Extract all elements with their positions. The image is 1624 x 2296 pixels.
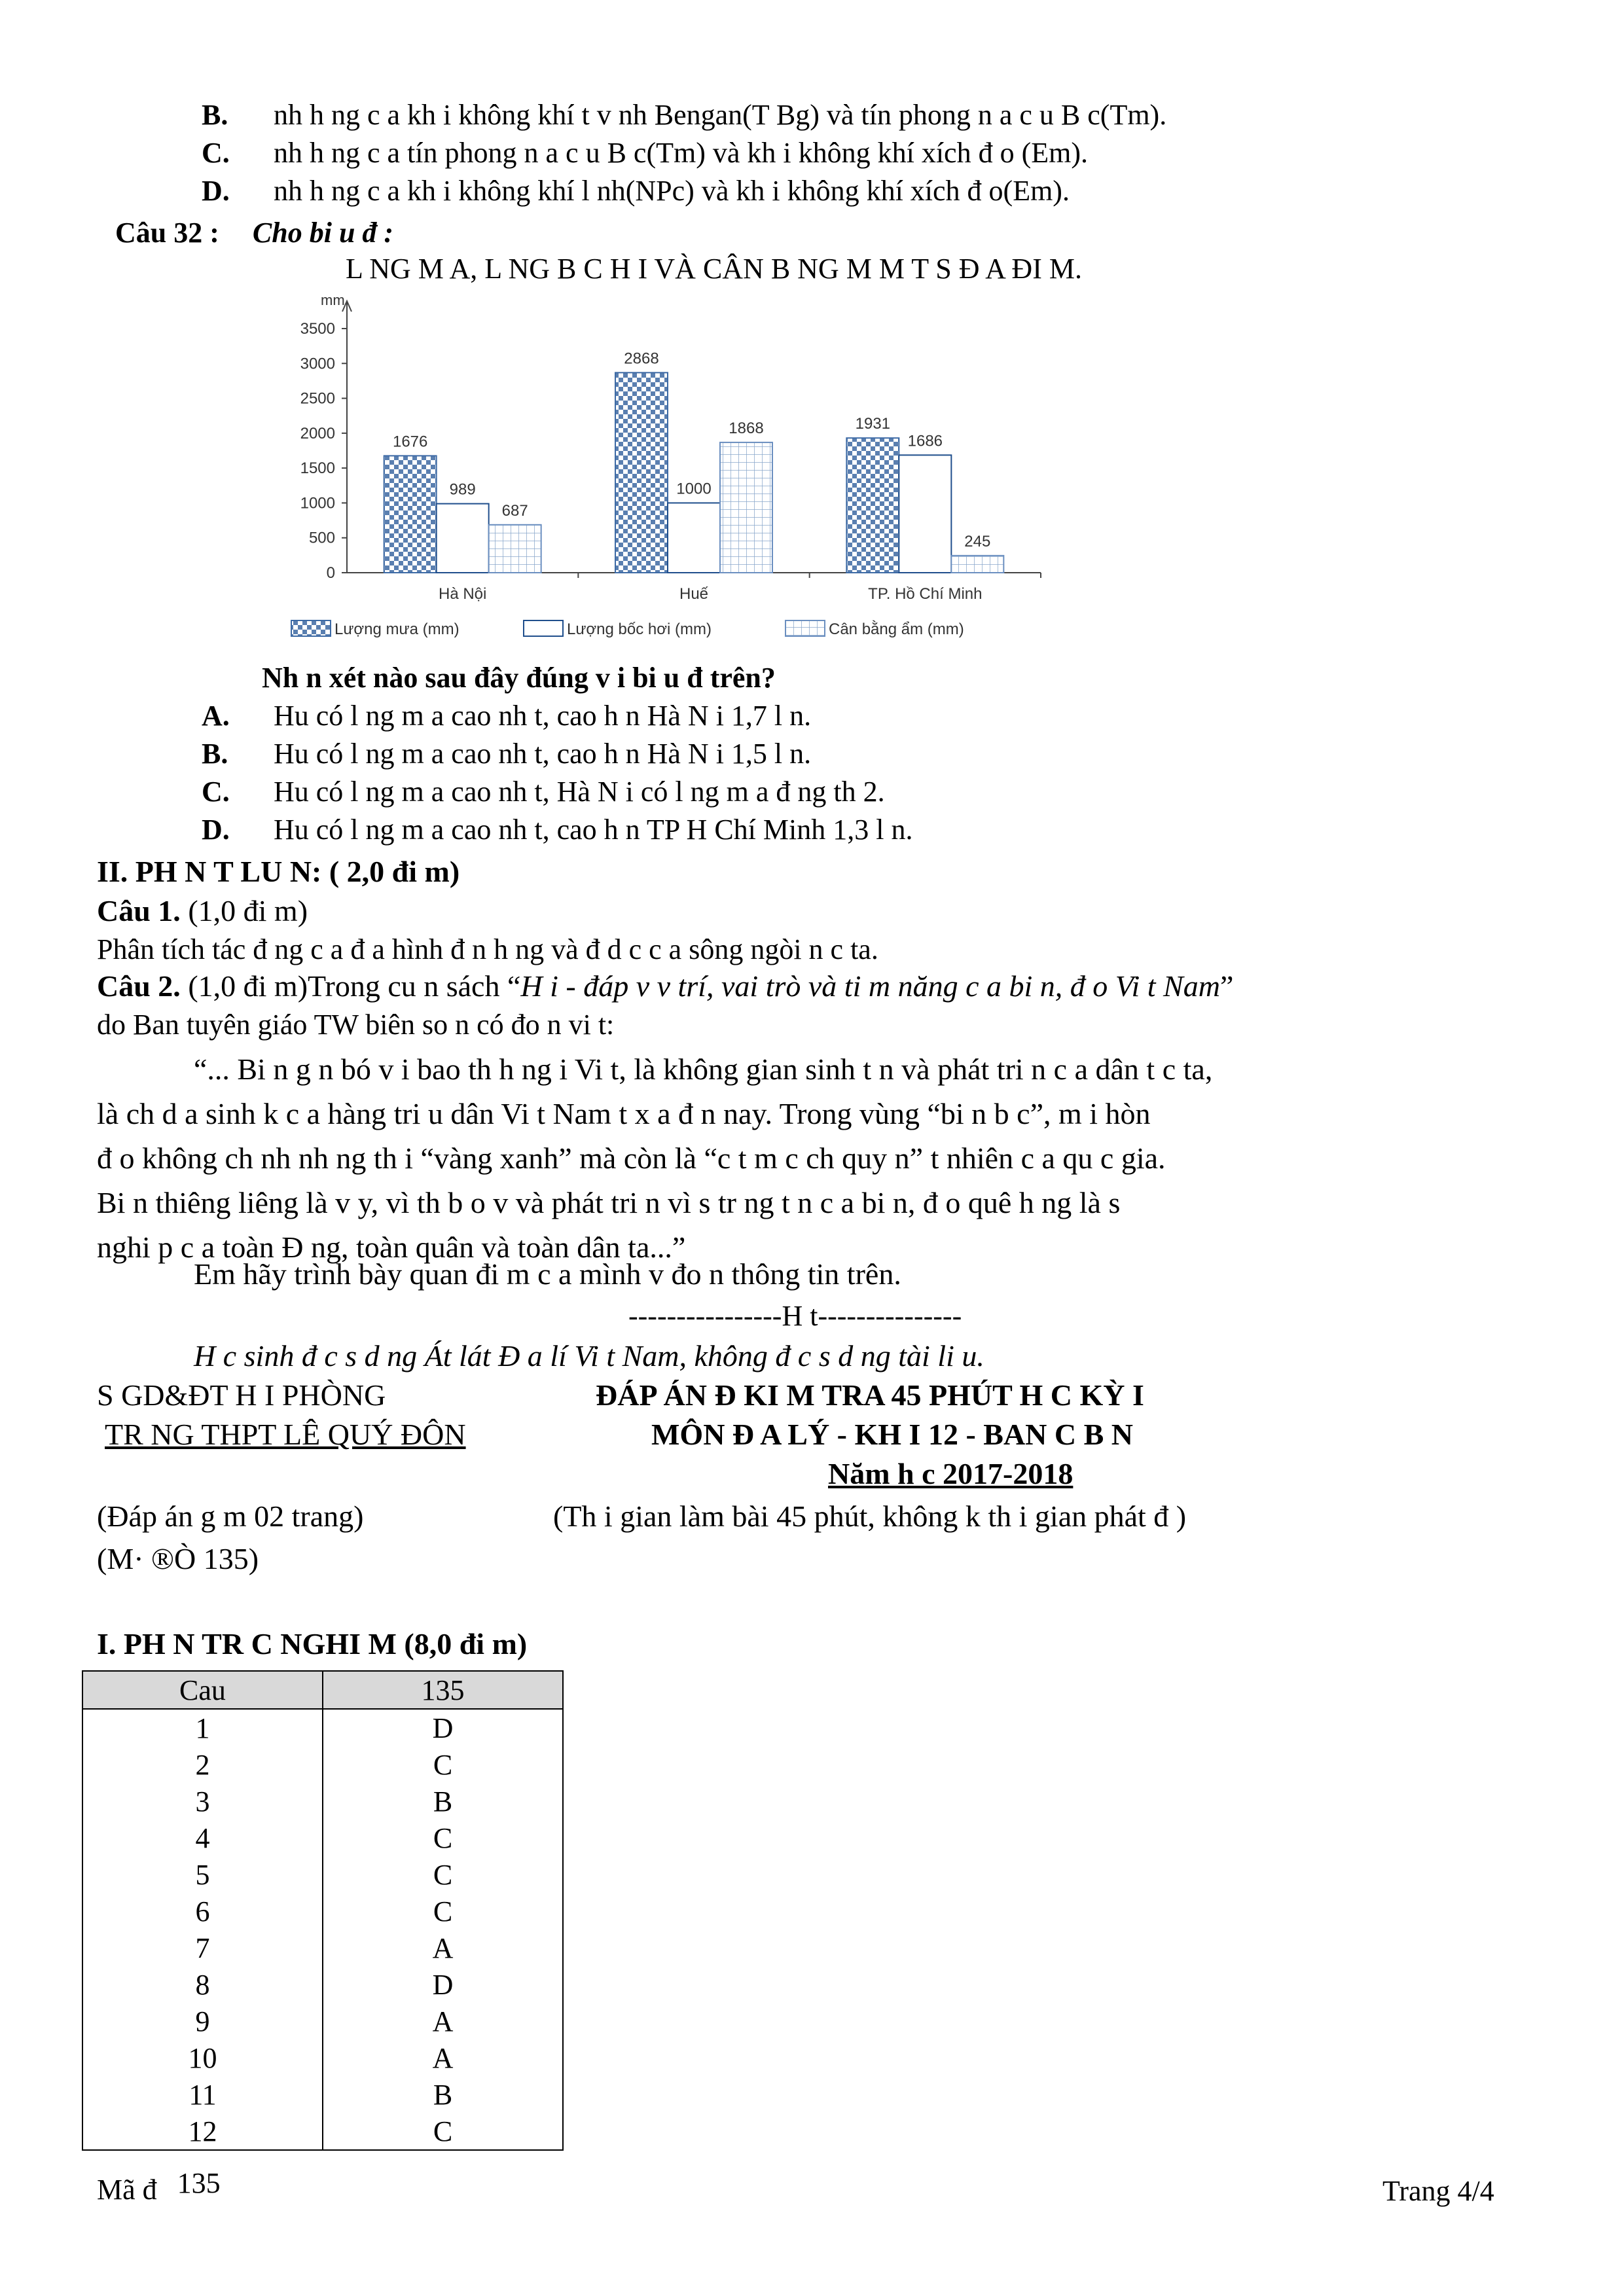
q2-line2: do Ban tuyên giáo TW biên so n có đo n vi t: xyxy=(97,1009,615,1041)
legend-swatch xyxy=(785,620,825,636)
answer-letter: D xyxy=(323,1709,563,1746)
option-text: Hu có l ng m a cao nh t, cao h n Hà N i 1,7 l n. xyxy=(274,700,812,732)
y-tick-label: 3000 xyxy=(300,355,335,373)
legend-swatch xyxy=(291,620,331,636)
question-number: 3 xyxy=(82,1783,323,1820)
option-text: Hu có l ng m a cao nh t, cao h n Hà N i 1,5 l n. xyxy=(274,738,812,770)
answer-option xyxy=(202,136,1088,170)
bar-chart xyxy=(275,281,1060,648)
question-number: 7 xyxy=(82,1929,323,1966)
q1-label: Câu 1. xyxy=(97,894,181,927)
legend-entry: Lượng mưa (mm) xyxy=(334,620,460,638)
answer-letter: A xyxy=(323,2003,563,2039)
answer-letter: A xyxy=(323,2039,563,2076)
col-header-question: Cau xyxy=(82,1671,323,1709)
table-row xyxy=(82,1709,563,1746)
quote-line: “... Bi n g n bó v i bao th h ng i Vi t, là không gian sinh t n và phát tri n c a dân t c ta, xyxy=(194,1052,1213,1086)
option-label: B. xyxy=(202,738,228,770)
end-mark: ----------------H t--------------- xyxy=(628,1300,962,1332)
note: H c sinh đ c s d ng Át lát Đ a lí Vi t Nam, không đ c s d ng tài li u. xyxy=(194,1339,984,1372)
answer-letter: A xyxy=(323,1929,563,1966)
question-number: 6 xyxy=(82,1893,323,1929)
table-row xyxy=(82,2039,563,2076)
y-tick-label: 0 xyxy=(326,564,335,582)
question-number: 1 xyxy=(82,1709,323,1746)
question-number: 9 xyxy=(82,2003,323,2039)
q32-heading xyxy=(115,216,393,250)
answer-letter: C xyxy=(323,1856,563,1893)
answer-option xyxy=(202,775,885,809)
question-number: 12 xyxy=(82,2113,323,2150)
data-label: 989 xyxy=(449,480,476,499)
option-text: Hu có l ng m a cao nh t, Hà N i có l ng m a đ ng th 2. xyxy=(274,776,885,808)
question-number: 4 xyxy=(82,1820,323,1856)
q2-label: Câu 2. xyxy=(97,969,181,1003)
answer-letter: C xyxy=(323,1820,563,1856)
quote-line: đ o không ch nh nh ng th i “vàng xanh” mà còn là “c t m c ch quy n” t nhiên c a qu c gia. xyxy=(97,1141,1166,1175)
table-header-row xyxy=(82,1671,563,1709)
answer-option xyxy=(202,813,912,847)
answer-option xyxy=(202,98,1166,132)
y-axis-label: mm xyxy=(321,292,345,308)
q1-text: Phân tích tác đ ng c a đ a hình đ n h ng và đ d c c a sông ngòi n c ta. xyxy=(97,933,878,965)
answer-letter: B xyxy=(323,1783,563,1820)
option-text: nh h ng c a kh i không khí l nh(NPc) và kh i không khí xích đ o(Em). xyxy=(274,175,1070,207)
answer-option xyxy=(202,737,811,771)
part1-heading: I. PH N TR C NGHI M (8,0 đi m) xyxy=(97,1627,528,1660)
school-year: Năm h c 2017-2018 xyxy=(828,1457,1074,1490)
pages-note: (Đáp án g m 02 trang) xyxy=(97,1499,364,1533)
q2-points: (1,0 đi m) xyxy=(180,969,308,1003)
table-row xyxy=(82,1966,563,2003)
option-text: nh h ng c a kh i không khí t v nh Bengan(T Bg) và tín phong n a c u B c(Tm). xyxy=(274,99,1167,131)
q1-points: (1,0 đi m) xyxy=(180,894,308,927)
y-tick-label: 1500 xyxy=(300,459,335,478)
option-label: D. xyxy=(202,175,230,207)
bar xyxy=(489,525,541,573)
table-row xyxy=(82,1783,563,1820)
x-tick-label: TP. Hồ Chí Minh xyxy=(868,585,983,603)
part2-q1-heading xyxy=(97,893,308,929)
answer-option xyxy=(202,174,1070,208)
instruction: Em hãy trình bày quan đi m c a mình v đo n thông tin trên. xyxy=(194,1257,901,1291)
option-label: B. xyxy=(202,99,228,131)
data-label: 1000 xyxy=(676,480,712,498)
answer-table xyxy=(82,1670,564,2151)
data-label: 2868 xyxy=(624,350,659,368)
q32-prompt: Cho bi u đ : xyxy=(252,217,394,249)
bar xyxy=(615,372,668,573)
table-row xyxy=(82,2076,563,2113)
legend-entry: Lượng bốc hơi (mm) xyxy=(567,620,712,638)
exam-code: (M· ®Ò 135) xyxy=(97,1542,259,1575)
answer-letter: B xyxy=(323,2076,563,2113)
chart-title: L NG M A, L NG B C H I VÀ CÂN B NG M M T S Đ A ĐI M. xyxy=(346,253,1082,285)
bar xyxy=(899,455,951,573)
q2-lead: Trong cu n sách “ xyxy=(308,969,521,1003)
option-label: C. xyxy=(202,137,230,169)
question-number: 5 xyxy=(82,1856,323,1893)
table-row xyxy=(82,2113,563,2150)
q2-book: H i - đáp v v trí, vai trò và ti m năng c a bi n, đ o Vi t Nam xyxy=(520,969,1220,1003)
table-row xyxy=(82,1929,563,1966)
subject-line: MÔN Đ A LÝ - KH I 12 - BAN C B N xyxy=(651,1418,1134,1451)
data-label: 1868 xyxy=(729,419,764,437)
school-name: TR NG THPT LÊ QUÝ ĐÔN xyxy=(105,1418,466,1451)
bar xyxy=(846,438,899,573)
part2-q2-heading xyxy=(97,969,1233,1004)
table-row xyxy=(82,2003,563,2039)
table-row xyxy=(82,1746,563,1783)
quote-line: Bi n thiêng liêng là v y, vì th b o v và phát tri n vì s tr ng t n c a bi n, đ o quê h ng là s xyxy=(97,1186,1121,1219)
x-tick-label: Huế xyxy=(679,585,709,603)
table-row xyxy=(82,1893,563,1929)
bar xyxy=(437,504,489,573)
data-label: 687 xyxy=(501,501,528,520)
data-label: 1931 xyxy=(855,415,891,433)
table-row xyxy=(82,1820,563,1856)
y-tick-label: 3500 xyxy=(300,320,335,338)
table-row xyxy=(82,1856,563,1893)
answer-option xyxy=(202,699,811,733)
footer-code xyxy=(97,2167,221,2207)
question-number: 10 xyxy=(82,2039,323,2076)
col-header-code: 135 xyxy=(323,1671,563,1709)
option-label: C. xyxy=(202,776,230,808)
legend-entry: Cân bằng ẩm (mm) xyxy=(829,620,964,638)
dept-name: S GD&ĐT H I PHÒNG xyxy=(97,1378,386,1412)
answer-letter: C xyxy=(323,1893,563,1929)
answer-title: ĐÁP ÁN Đ KI M TRA 45 PHÚT H C KỲ I xyxy=(596,1378,1144,1412)
data-label: 1686 xyxy=(907,432,943,450)
answer-letter: D xyxy=(323,1966,563,2003)
q32-question: Nh n xét nào sau đây đúng v i bi u đ trên? xyxy=(262,662,776,694)
option-text: nh h ng c a tín phong n a c u B c(Tm) và kh i không khí xích đ o (Em). xyxy=(274,137,1088,169)
y-tick-label: 2000 xyxy=(300,424,335,442)
quote-line: là ch d a sinh k c a hàng tri u dân Vi t Nam t x a đ n nay. Trong vùng “bi n b c”, m i hòn xyxy=(97,1097,1151,1130)
answer-letter: C xyxy=(323,2113,563,2150)
footer-code-label: Mã đ xyxy=(97,2174,157,2206)
x-tick-label: Hà Nội xyxy=(438,585,487,603)
answer-letter: C xyxy=(323,1746,563,1783)
legend-swatch xyxy=(524,620,563,636)
page-number: Trang 4/4 xyxy=(1382,2175,1494,2207)
part2-heading: II. PH N T LU N: ( 2,0 đi m) xyxy=(97,855,460,888)
option-label: D. xyxy=(202,814,230,846)
bar xyxy=(384,456,437,573)
option-label: A. xyxy=(202,700,230,732)
y-tick-label: 1000 xyxy=(300,494,335,512)
question-number: 8 xyxy=(82,1966,323,2003)
y-tick-label: 2500 xyxy=(300,389,335,408)
option-text: Hu có l ng m a cao nh t, cao h n TP H Chí Minh 1,3 l n. xyxy=(274,814,913,846)
quote-line: nghi p c a toàn Đ ng, toàn quân và toàn dân ta...” xyxy=(97,1230,686,1264)
q32-label: Câu 32 : xyxy=(115,217,219,249)
bar xyxy=(668,503,720,573)
question-number: 11 xyxy=(82,2076,323,2113)
time-note: (Th i gian làm bài 45 phút, không k th i gian phát đ ) xyxy=(553,1499,1187,1533)
quote-block xyxy=(97,1047,1537,1270)
data-label: 245 xyxy=(964,532,991,550)
footer-code-value: 135 xyxy=(177,2167,221,2199)
data-label: 1676 xyxy=(392,433,428,451)
q2-after: ” xyxy=(1219,969,1234,1003)
y-tick-label: 500 xyxy=(308,529,335,547)
question-number: 2 xyxy=(82,1746,323,1783)
bar xyxy=(720,442,772,573)
bar xyxy=(951,556,1003,573)
